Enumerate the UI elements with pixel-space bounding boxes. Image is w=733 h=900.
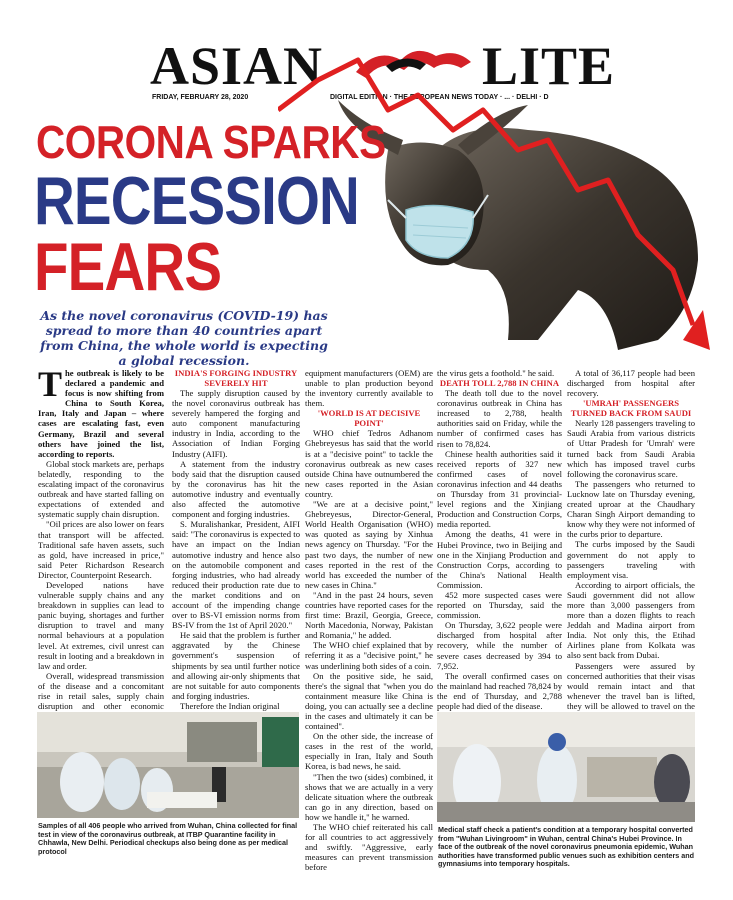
- article-column-5: [567, 368, 695, 721]
- article-column-2: [172, 368, 300, 711]
- subhead-decisive-point: 'WORLD IS AT DECISIVE POINT': [317, 408, 421, 429]
- paragraph: "Then the two (sides) combined, it shows that we are actually in a very delicate situation where the outbreak can go in any direction, based on how we handle it," he warned.: [305, 771, 433, 822]
- masthead-name-right: LITE: [482, 36, 616, 96]
- masthead-name-left: ASIAN: [150, 36, 324, 96]
- paragraph: equipment manufacturers (OEM) are unable to plan production beyond the inventory currently available to them.: [305, 368, 433, 409]
- article-column-1: [38, 364, 164, 731]
- paragraph: A statement from the industry body said that the disruption caused by the coronavirus has hit the automotive industry and eventually also affected the automotive component and forging industries.: [172, 458, 300, 520]
- paragraph: The passengers who returned to Lucknow late on Thursday evening, created uproar at the Chaudhary Charan Singh Airport demanding to know why they were not informed of the curbs prior to departure.: [567, 478, 695, 540]
- paragraph: "Oil prices are also lower on fears that transport will be affected. Traditional safe haven assets, such as gold, have increased in price," said Peter Richardson Research Director, Counterpoint Research.: [38, 519, 164, 580]
- paragraph: Passengers were assured by concerned authorities that their visas would remain intact and that whenever the travel ban is lifted, they will be allowed to travel on the: [567, 660, 695, 711]
- paragraph: He said that the problem is further aggravated by the Chinese government's suspension of shipments by sea until further notice and allowing air-only shipments that are not suitable for auto components and forging industries.: [172, 630, 300, 701]
- paragraph: On Thursday, 3,622 people were discharged from hospital after recovery, while the number of severe cases decreased by 394 to 7,952.: [437, 620, 562, 671]
- paragraph: The death toll due to the novel coronavirus outbreak in China has increased to 2,788, health authorities said on Friday, while the number of confirmed cases has risen to 78,824.: [437, 388, 562, 449]
- paragraph: Developed nations have vulnerable supply chains and any breakdown in supplies can lead to panic buying, shortages and further disruption to travel and many normal behaviours at a population level. At extremes, civil unrest can result in looting and a breakdown in law and order.: [38, 579, 164, 671]
- paragraph: "We are at a decisive point," Ghebreyesus, Director-General, World Health Organisation (WHO) was quoted as saying by Xinhua news agency on Thursday. "For the past two days, the number of new cases reported in the rest of the world has exceeded the number of new cases in China.": [305, 499, 433, 590]
- headline-kicker: CORONA SPARKS: [36, 116, 386, 168]
- paragraph: The WHO chief explained that by referring it as a "decisive point," he was underlining both sides of a coin.: [305, 640, 433, 671]
- headline-line-1: RECESSION: [34, 163, 359, 239]
- photo-caption-hospital: Medical staff check a patient's condition at a temporary hospital converted from "Wuhan Livingroom" in Wuhan, central China's Hubei Province. In face of the outbreak of the novel coronavirus pneumonia epidemic, Wuhan authorities have transformed public venues such as exhibition centers and gymnasiums into temporary hospitals.: [438, 825, 695, 869]
- article-column-4: [437, 368, 562, 741]
- temporary-hospital-photo: [437, 712, 695, 822]
- paragraph: A total of 36,117 people had been discharged from hospital after recovery.: [567, 368, 695, 399]
- paragraph: On the other side, the increase of cases in the rest of the world, especially in Iran, Italy and South Korea, is bad news, he said.: [305, 731, 433, 772]
- headline-line-2: FEARS: [34, 229, 222, 305]
- paragraph: "And in the past 24 hours, seven countries have reported cases for the first time: Brazil, Georgia, Greece, North Macedonia, Norway, Pakistan and Romania," he added.: [305, 589, 433, 641]
- photo-caption-quarantine: Samples of all 406 people who arrived from Wuhan, China collected for final test in view of the coronavirus outbreak, at ITBP Quarantine facility in Chhawla, New Delhi. Periodical checkups also being done as per medical protocol: [38, 821, 298, 856]
- subhead-umrah-passengers: 'UMRAH' PASSENGERS TURNED BACK FROM SAUDI: [570, 398, 692, 419]
- subhead-forging-industry: INDIA'S FORGING INDUSTRY SEVERELY HIT: [174, 368, 298, 388]
- paragraph: Among the deaths, 41 were in Hubei Province, two in Beijing and one in the Xinjiang Production and Construction Corps, according to the China's National Health Commission.: [437, 529, 562, 590]
- paragraph: Therefore the Indian original: [180, 700, 280, 711]
- subhead-death-toll: DEATH TOLL 2,788 IN CHINA: [439, 378, 560, 389]
- paragraph: According to airport officials, the Saudi government did not allow more than 3,000 passengers from more than a dozen flights to reach Jeddah and Madina airport from India. Not only this, the Etihad Airlines plane from Kolkata was also sent back from Dubai.: [567, 579, 695, 661]
- paragraph: Chinese health authorities said it received reports of 327 new confirmed cases of novel coronavirus infection and 44 deaths on Thursday from 31 provincial-level regions and the Xinjiang Production and Construction Corps, media reported.: [437, 448, 562, 530]
- paragraph: 452 more suspected cases were reported on Thursday, said the commission.: [437, 589, 562, 621]
- paragraph: S. Muralishankar, President, AIFI said: "The coronavirus is expected to have an impact on the Indian automotive industry and hence also on the automobile component and forging industries, who had already reduced their production rate due to the market conditions and on account of the impending change over to BS-VI emission norms from BS-IV from the 1st of April 2020.": [172, 519, 300, 631]
- paragraph: The curbs imposed by the Saudi government do not apply to passengers traveling with employment visa.: [567, 539, 695, 580]
- headline-deck: As the novel coronavirus (COVID-19) has spread to more than 40 countries apart from China, the whole world is expecting a global recession.: [40, 308, 328, 368]
- article-column-3: [305, 368, 433, 873]
- drop-cap: T: [38, 364, 63, 404]
- paragraph: WHO chief Tedros Adhanom Ghebreyesus has said that the world is at a "decisive point" to tackle the coronavirus outbreak as new cases outside China have outnumbered the new cases reported in the Asian country.: [305, 428, 433, 499]
- paragraph: the virus gets a foothold." he said.: [437, 368, 555, 378]
- paragraph: On the positive side, he said, there's the signal that "when you do containment measure like China is doing, you can actually see a decline in the cases and ultimately it can be contained".: [305, 670, 433, 732]
- paragraph: Overall, widespread transmission of the disease and a concomitant rise in retail sales, supply chain disruption and other economic: [38, 670, 164, 712]
- masthead-tagline: DIGITAL EDITION · THE EUROPEAN NEWS TODAY · ... · DELHI · D: [330, 94, 549, 101]
- paragraph: The WHO chief reiterated his call for all countries to act aggressively and swiftly. "Aggressive, early measures can prevent transmission before: [305, 822, 433, 873]
- lead-text: he outbreak is likely to be declared a pandemic and focus is now shifting from China to South Korea, Iran, Italy and Japan – where cases are escalating fast, even Germany, Brazil and several others have joined the list, according to reports.: [38, 368, 164, 459]
- paragraph: The supply disruption caused by the novel coronavirus outbreak has severely hampered the forging and auto component manufacturing industry in India, according to the Association of Indian Forging Industry (AIFI).: [172, 388, 300, 459]
- paragraph: Nearly 128 passengers traveling to Saudi Arabia from various districts of Uttar Pradesh for 'Umrah' were turned back from Saudi Arabia which has imposed travel curbs following the coronavirus scare.: [567, 418, 695, 479]
- paragraph: Global stock markets are, perhaps belatedly, responding to the escalating impact of the coronavirus outbreak and have started falling on expectations of extended and systematic supply chain disruption.: [38, 458, 164, 520]
- paragraph: The overall confirmed cases on the mainland had reached 78,824 by the end of Thursday, and 2,788 people had died of the disease.: [437, 670, 562, 711]
- article-lead: [38, 364, 164, 459]
- issue-date: FRIDAY, FEBRUARY 28, 2020: [152, 94, 249, 101]
- quarantine-facility-photo: [37, 712, 299, 818]
